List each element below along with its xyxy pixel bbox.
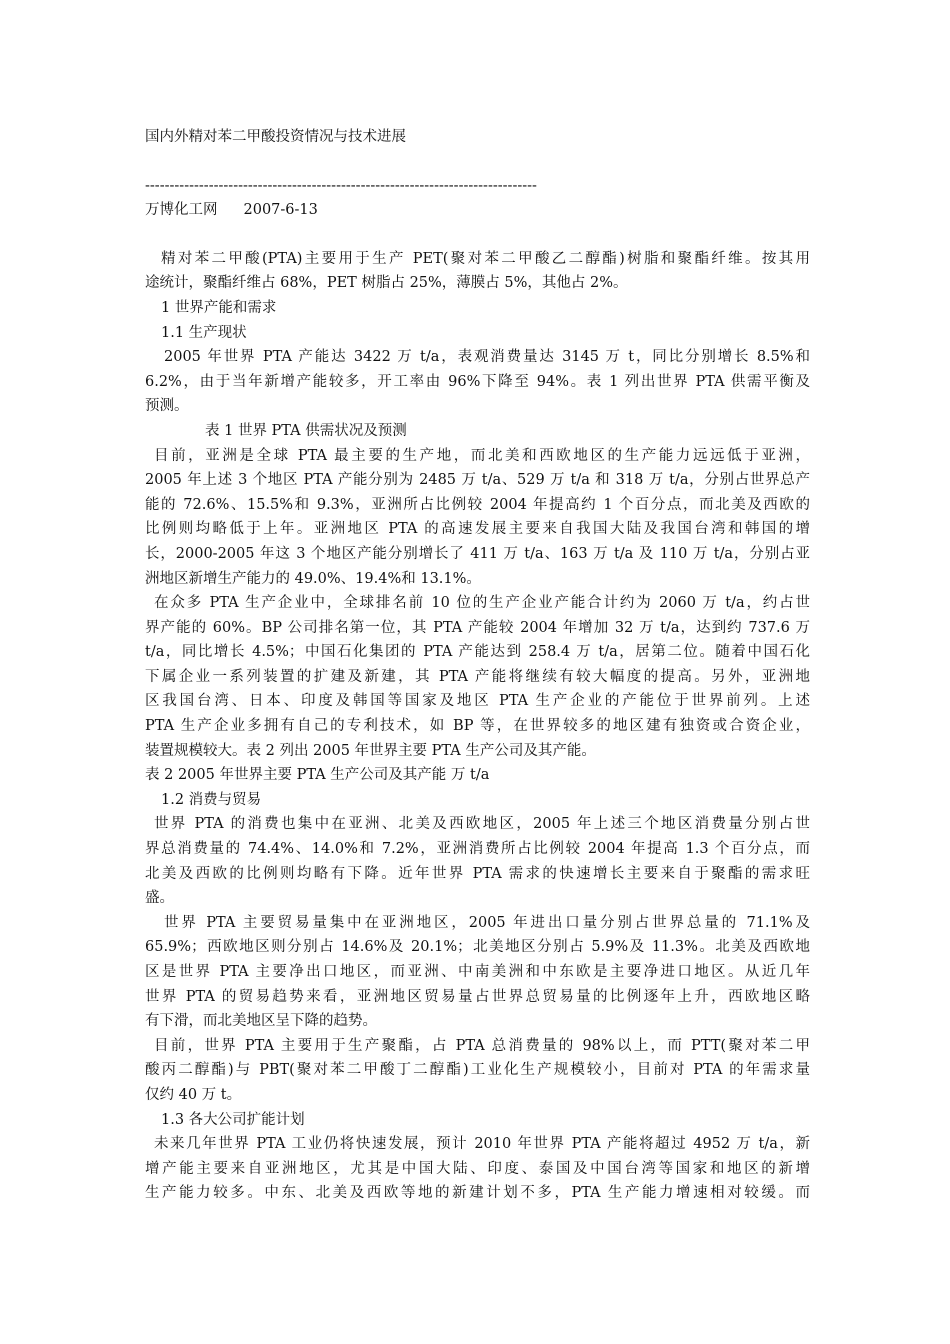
subsection-heading: 1.1 生产现状 <box>161 324 247 341</box>
paragraph-line: 装置规模较大。表 2 列出 2005 年世界主要 PTA 生产公司及其产能。 <box>145 742 596 759</box>
paragraph-line: PTA 生产企业多拥有自己的专利技术，如 BP 等，在世界较多的地区建有独资或合资企业， <box>145 718 810 735</box>
table-caption: 表 2 2005 年世界主要 PTA 生产公司及其产能 万 t/a <box>145 767 490 784</box>
article-meta <box>145 198 810 223</box>
section-heading: 1 世界产能和需求 <box>161 299 277 316</box>
paragraph-line: 在众多 PTA 生产企业中，全球排名前 10 位的生产企业产能合计约为 2060 万 t/a，约占世 <box>154 595 810 612</box>
paragraph-line: 2005 年世界 PTA 产能达 3422 万 t/a，表观消费量达 3145 万 t，同比分别增长 8.5%和 <box>164 349 810 366</box>
paragraph-line: 北美及西欧的比例则均略有下降。近年世界 PTA 需求的快速增长主要来自于聚酯的需求旺 <box>145 865 810 882</box>
paragraph-line: 未来几年世界 PTA 工业仍将快速发展，预计 2010 年世界 PTA 产能将超过 4952 万 t/a，新 <box>154 1136 810 1153</box>
paragraph-line: 下属企业一系列装置的扩建及新建，其 PTA 产能将继续有较大幅度的提高。另外，亚洲地 <box>145 668 810 685</box>
article-title: 国内外精对苯二甲酸投资情况与技术进展 <box>145 129 406 145</box>
paragraph-line: 洲地区新增生产能力的 49.0%、19.4%和 13.1%。 <box>145 570 481 587</box>
paragraph-line: 65.9%；西欧地区则分别占 14.6%及 20.1%；北美地区分别占 5.9%及 11.3%。北美及西欧地 <box>145 939 810 956</box>
paragraph-line: 精对苯二甲酸(PTA)主要用于生产 PET(聚对苯二甲酸乙二醇酯)树脂和聚酯纤维。按其用 <box>161 250 810 267</box>
paragraph-line: 仅约 40 万 t。 <box>145 1086 242 1103</box>
paragraph-line: 比例则均略低于上年。亚洲地区 PTA 的高速发展主要来自我国大陆及我国台湾和韩国的增 <box>145 521 810 538</box>
document-body <box>145 125 810 1206</box>
paragraph-line: 生产能力较多。中东、北美及西欧等地的新建计划不多，PTA 生产能力增速相对较缓。而 <box>145 1185 810 1202</box>
separator-line: -------------------------------------------------------------------------------- <box>145 177 537 194</box>
paragraph-line: 界产能的 60%。BP 公司排名第一位，其 PTA 产能较 2004 年增加 32 万 t/a，达到约 737.6 万 <box>145 619 810 636</box>
paragraph-line: 途统计，聚酯纤维占 68%，PET 树脂占 25%，薄膜占 5%，其他占 2%。 <box>145 275 628 292</box>
paragraph-line: 预测。 <box>145 398 189 415</box>
subsection-heading: 1.3 各大公司扩能计划 <box>161 1111 305 1128</box>
subsection-heading: 1.2 消费与贸易 <box>161 791 262 808</box>
source-name: 万博化工网 <box>145 202 218 219</box>
paragraph-line: 有下滑，而北美地区呈下降的趋势。 <box>145 1013 377 1030</box>
paragraph-line: 6.2%，由于当年新增产能较多，开工率由 96%下降至 94%。表 1 列出世界 PTA 供需平衡及 <box>145 373 810 390</box>
paragraph-line: 2005 年上述 3 个地区 PTA 产能分别为 2485 万 t/a、529 万 t/a 和 318 万 t/a，分别占世界总产 <box>145 472 810 489</box>
table-caption: 表 1 世界 PTA 供需状况及预测 <box>205 422 407 439</box>
paragraph-line: 能的 72.6%、15.5%和 9.3%，亚洲所占比例较 2004 年提高约 1 个百分点，而北美及西欧的 <box>145 496 810 513</box>
paragraph-line: 目前，亚洲是全球 PTA 最主要的生产地，而北美和西欧地区的生产能力远远低于亚洲， <box>154 447 810 464</box>
paragraph-line: 区我国台湾、日本、印度及韩国等国家及地区 PTA 生产企业的产能位于世界前列。上述 <box>145 693 810 710</box>
paragraph-line: 区是世界 PTA 主要净出口地区，而亚洲、中南美洲和中东欧是主要净进口地区。从近几年 <box>145 964 810 980</box>
paragraph-line: 世界 PTA 的贸易趋势来看，亚洲地区贸易量占世界总贸易量的比例逐年上升，西欧地区略 <box>145 988 810 1005</box>
paragraph-line: 长，2000-2005 年这 3 个地区产能分别增长了 411 万 t/a、163 万 t/a 及 110 万 t/a，分别占亚 <box>145 545 810 562</box>
paragraph-line: 目前，世界 PTA 主要用于生产聚酯，占 PTA 总消费量的 98%以上，而 PTT(聚对苯二甲 <box>154 1037 810 1054</box>
paragraph-line: 酸丙二醇酯)与 PBT(聚对苯二甲酸丁二醇酯)工业化生产规模较小，目前对 PTA 的年需求量 <box>145 1062 810 1079</box>
paragraph-line: 增产能主要来自亚洲地区，尤其是中国大陆、印度、泰国及中国台湾等国家和地区的新增 <box>145 1160 810 1177</box>
paragraph-line: t/a，同比增长 4.5%；中国石化集团的 PTA 产能达到 258.4 万 t/a，居第二位。随着中国石化 <box>145 644 810 661</box>
publish-date: 2007-6-13 <box>243 202 318 219</box>
paragraph-line: 界总消费量的 74.4%、14.0%和 7.2%，亚洲消费所占比例较 2004 年提高 1.3 个百分点，而 <box>145 841 810 858</box>
paragraph-line: 世界 PTA 的消费也集中在亚洲、北美及西欧地区，2005 年上述三个地区消费量分别占世 <box>154 816 810 833</box>
paragraph-line: 盛。 <box>145 890 174 907</box>
paragraph-line: 世界 PTA 主要贸易量集中在亚洲地区，2005 年进出口量分别占世界总量的 71.1%及 <box>164 914 810 931</box>
